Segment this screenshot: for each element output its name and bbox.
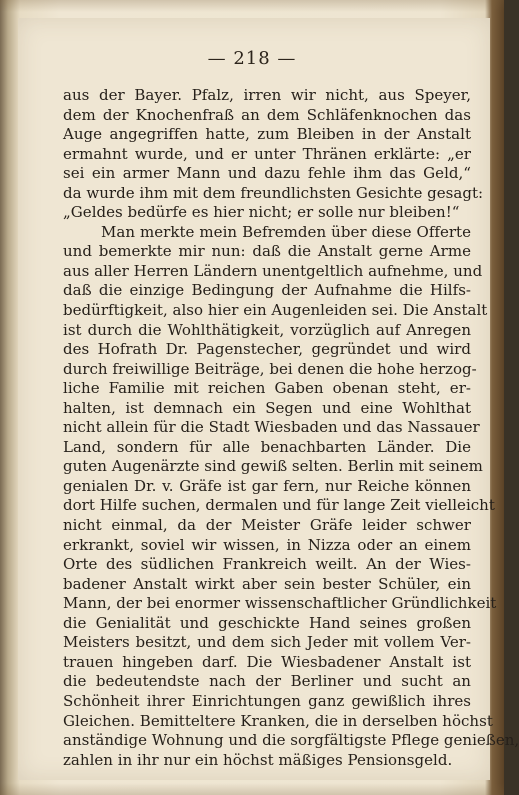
text-line-4: ermahnt wurde, und er unter Thränen erklärte: „er (63, 144, 471, 163)
text-line-24: erkrankt, soviel wir wissen, in Nizza oder an einem (63, 535, 471, 554)
page-bottom-shadow (0, 783, 504, 795)
text-line-1: aus der Bayer. Pfalz, irren wir nicht, aus Speyer, (63, 86, 471, 104)
text-line-30: trauen hingeben darf. Die Wiesbadener Anstalt ist (63, 652, 471, 671)
text-line-35: zahlen in ihr nur ein höchst mäßiges Pensionsgeld. (63, 750, 453, 769)
text-line-21: genialen Dr. v. Gräfe ist gar fern, nur Reiche können (63, 476, 471, 495)
text-line-2: dem der Knochenfraß an dem Schläfenknochen das (63, 105, 471, 124)
text-line-10: aus aller Herren Ländern unentgeltlich aufnehme, und (63, 261, 483, 280)
body-text (63, 86, 519, 770)
text-line-31: die bedeutendste nach der Berliner und sucht an (63, 672, 471, 691)
text-line-25: Orte des südlichen Frankreich weilt. An der Wies- (63, 555, 471, 574)
text-line-20: guten Augenärzte sind gewiß selten. Berlin mit seinem (63, 457, 483, 476)
text-line-34: anständige Wohnung und die sorgfältigste Pflege genießen, (63, 731, 519, 750)
text-line-19: Land, sondern für alle benachbarten Länder. Die (63, 437, 471, 456)
text-line-32: Schönheit ihrer Einrichtungen ganz gewißlich ihres (63, 691, 471, 710)
text-line-17: halten, ist demnach ein Segen und eine Wohlthat (63, 398, 471, 417)
text-line-8: Man merkte mein Befremden über diese Offerte (101, 222, 471, 241)
text-line-3: Auge angegriffen hatte, zum Bleiben in der Anstalt (63, 125, 471, 144)
text-line-18: nicht allein für die Stadt Wiesbaden und das Nassauer (63, 418, 480, 437)
text-line-15: durch freiwillige Beiträge, bei denen die hohe herzog- (63, 359, 477, 378)
text-line-27: Mann, der bei enormer wissenschaftlicher Gründlichkeit (63, 594, 497, 613)
text-line-26: badener Anstalt wirkt aber sein bester Schüler, ein (63, 574, 471, 593)
text-line-13: ist durch die Wohlthätigkeit, vorzüglich auf Anregen (63, 320, 471, 339)
text-line-28: die Genialität und geschickte Hand seines großen (63, 613, 471, 632)
text-line-6: da wurde ihm mit dem freundlichsten Gesichte gesagt: (63, 183, 484, 202)
text-line-14: des Hofrath Dr. Pagenstecher, gegründet und wird (63, 340, 471, 359)
text-line-12: bedürftigkeit, also hier ein Augenleiden sei. Die Anstalt (63, 301, 488, 320)
text-line-33: Gleichen. Bemitteltere Kranken, die in derselben höchst (63, 711, 493, 730)
text-line-11: daß die einzige Bedingung der Aufnahme die Hilfs- (63, 281, 471, 300)
text-line-23: nicht einmal, da der Meister Gräfe leider schwer (63, 516, 471, 535)
text-line-29: Meisters besitzt, und dem sich Jeder mit vollem Ver- (63, 633, 471, 652)
text-line-7: „Geldes bedürfe es hier nicht; er solle nur bleiben!“ (63, 203, 460, 222)
text-line-22: dort Hilfe suchen, dermalen und für lange Zeit vielleicht (63, 496, 495, 515)
text-line-16: liche Familie mit reichen Gaben obenan steht, er- (63, 379, 471, 398)
text-line-9: und bemerkte mir nun: daß die Anstalt gerne Arme (63, 242, 471, 261)
page-number: — 218 — (207, 48, 297, 69)
page-top-shadow (0, 0, 504, 12)
text-line-5: sei ein armer Mann und dazu fehle ihm das Geld,“ (63, 164, 471, 183)
